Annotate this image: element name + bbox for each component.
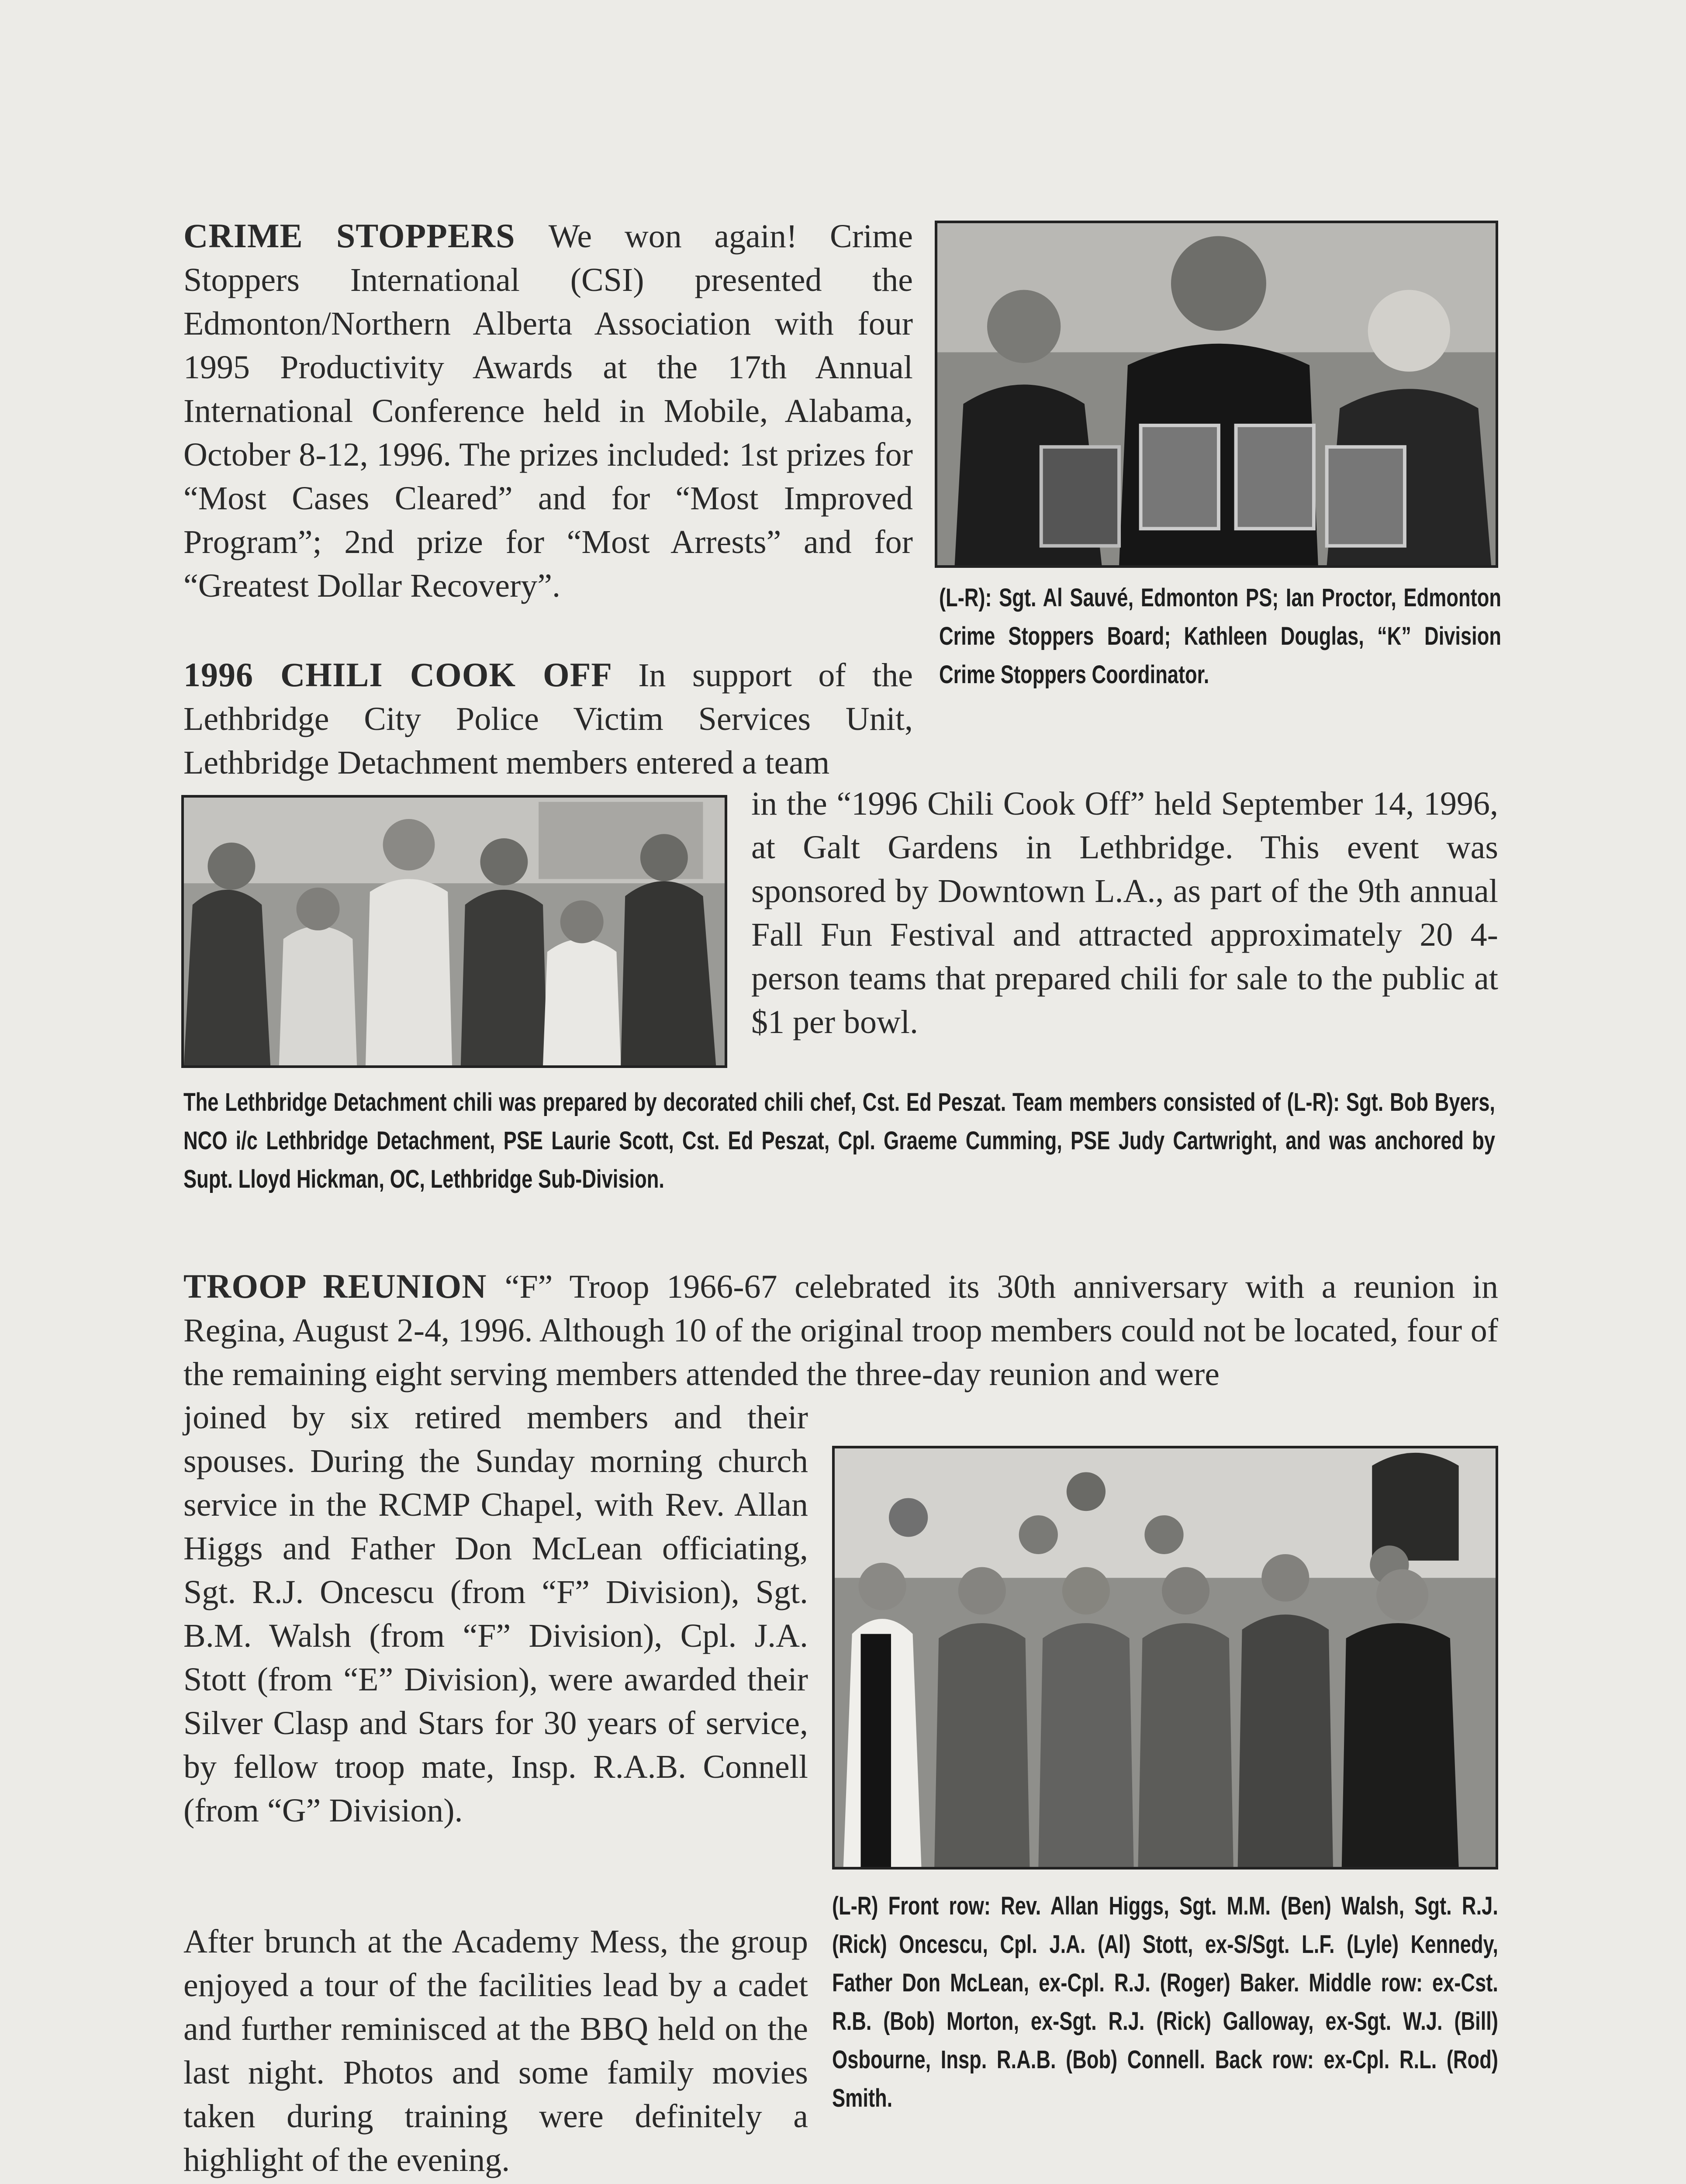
crime-stoppers-article (183, 214, 913, 608)
reunion-article-top (183, 1265, 1498, 1396)
chili-body-top: In support of the Lethbridge City Police Victim Services Unit, Lethbridge Detachment members entered a team (183, 657, 913, 781)
chili-caption: The Lethbridge Detachment chili was prepared by decorated chili chef, Cst. Ed Peszat. Team members consisted of (L-R): Sgt. Bob Byers, NCO i/c Lethbridge Detachment, PSE Laurie Scott, Cst. Ed Peszat, Cpl. Graeme Cumming, PSE Judy Cartwright, and was anchored by Supt. Lloyd Hickman, OC, Lethbridge Sub-Division. (183, 1088, 1495, 1193)
reunion-body-left-2: After brunch at the Academy Mess, the group enjoyed a tour of the facilities lead by a cadet and further reminisced at the BBQ held on the last night. Photos and some family movies taken during training were definitely a highlight of the evening. (183, 1923, 808, 2178)
chili-article-top (183, 653, 913, 784)
crime-stoppers-heading: CRIME STOPPERS (183, 217, 549, 255)
reunion-body-left-1: joined by six retired members and their spouses. During the Sunday morning church service in the RCMP Chapel, with Rev. Allan Higgs and Father Don McLean officiating, Sgt. R.J. Oncescu (from “F” Division), Sgt. B.M. Walsh (from “F” Division), Cpl. J.A. Stott (from “E” Division), were awarded their Silver Clasp and Stars for 30 years of service, by fellow troop mate, Insp. R.A.B. Connell (from “G” Division). (183, 1399, 808, 1829)
reunion-troop-photo (832, 1446, 1498, 1870)
chili-team-photo (181, 795, 727, 1068)
reunion-caption: (L-R) Front row: Rev. Allan Higgs, Sgt. M.M. (Ben) Walsh, Sgt. R.J. (Rick) Oncescu, Cpl. J.A. (Al) Stott, ex-S/Sgt. L.F. (Lyle) Kennedy, Father Don McLean, ex-Cpl. R.J. (Roger) Baker. Middle row: ex-Cst. R.B. (Bob) Morton, ex-Sgt. R.J. (Rick) Galloway, ex-Sgt. W.J. (Bill) Osbourne, Insp. R.A.B. (Bob) Connell. Back row: ex-Cpl. R.L. (Rod) Smith. (832, 1892, 1498, 2112)
crime-stoppers-caption: (L-R): Sgt. Al Sauvé, Edmonton PS; Ian Proctor, Edmonton Crime Stoppers Board; Kathleen Douglas, “K” Division Crime Stoppers Coordinator. (939, 584, 1501, 689)
crime-stoppers-body: We won again! Crime Stoppers International (CSI) presented the Edmonton/Northern Alberta Association with four 1995 Productivity Awards at the 17th Annual International Conference held in Mobile, Alabama, October 8-12, 1996. The prizes included: 1st prizes for “Most Cases Cleared” and for “Most Improved Program”; 2nd prize for “Most Arrests” and for “Greatest Dollar Recovery”. (183, 218, 913, 604)
reunion-body-top: “F” Troop 1966-67 celebrated its 30th anniversary with a reunion in Regina, August 2-4, 1996. Although 10 of the original troop members could not be located, four of the remaining eight serving members attended the three-day reunion and were (183, 1268, 1498, 1393)
chili-body-side: in the “1996 Chili Cook Off” held September 14, 1996, at Galt Gardens in Lethbridge. This event was sponsored by Downtown L.A., as part of the 9th annual Fall Fun Festival and attracted approximately 20 4-person teams that prepared chili for sale to the public at $1 per bowl. (751, 785, 1498, 1040)
crime-stoppers-photo (935, 221, 1498, 568)
reunion-heading: TROOP REUNION (183, 1267, 505, 1305)
chili-heading: 1996 CHILI COOK OFF (183, 656, 639, 694)
